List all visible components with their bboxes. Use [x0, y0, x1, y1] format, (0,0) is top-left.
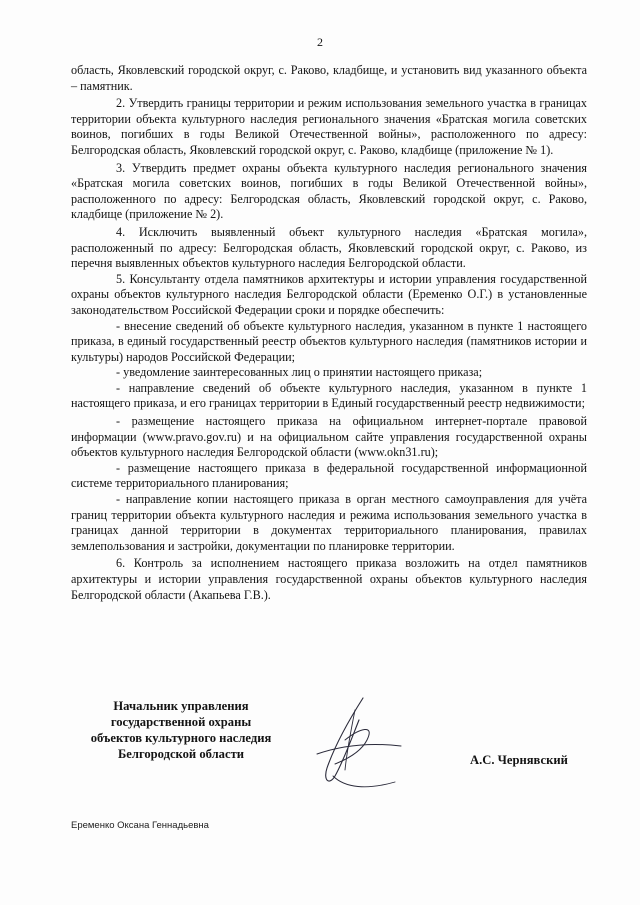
signatory-position-line: объектов культурного наследия: [90, 731, 272, 745]
signatory-position: [71, 698, 291, 762]
bullet-planning-system: - размещение настоящего приказа в федеральной государственной информационной системе территориального планирования;: [71, 460, 587, 491]
executor-name: Еременко Оксана Геннадьевна: [71, 820, 209, 831]
paragraph-continuation: область, Яковлевский городской округ, с. Раково, кладбище, и установить вид указанного объекта – памятник.: [71, 63, 587, 93]
paragraph-item-6: 6. Контроль за исполнением настоящего приказа возложить на отдел памятников архитектуры и истории управления государственной охраны объектов культурного наследия Белгородской области (Акапьева Г.В.).: [71, 556, 587, 602]
bullet-notification: - уведомление заинтересованных лиц о принятии настоящего приказа;: [116, 365, 483, 380]
paragraph-item-3: 3. Утвердить предмет охраны объекта культурного наследия регионального значения «Братская могила советских воинов, погибших в годы Великой Отечественной войны», расположенного по адресу: Белгородская область, Яковлевский городской округ, с. Раково, кладбище (приложение № 2).: [71, 160, 587, 222]
signatory-position-line: Начальник управления: [113, 699, 249, 713]
signatory-position-line: государственной охраны: [110, 715, 252, 729]
handwritten-signature: [305, 690, 415, 800]
page-number: 2: [317, 35, 323, 49]
paragraph-item-2: 2. Утвердить границы территории и режим использования земельного участка в границах территории объекта культурного наследия регионального значения «Братская могила советских воинов, погибших в годы Великой Отечественной войны», расположенного по адресу: Белгородская область, Яковлевский городской округ, с. Раково, кладбище (приложение № 1).: [71, 96, 587, 157]
bullet-local-government: - направление копии настоящего приказа в орган местного самоуправления для учёта границ территории объекта культурного наследия и режима использования земельного участка в границах данной территории в документах территориального планирования, правилах землепользования и застройки, документации по планировке территории.: [71, 492, 587, 553]
bullet-publication: - размещение настоящего приказа на официальном интернет-портале правовой информации (www.pravo.gov.ru) и на официальном сайте управления государственной охраны объектов культурного наследия Белгородской области (www.okn31.ru);: [71, 414, 587, 460]
bullet-registry-entry: - внесение сведений об объекте культурного наследия, указанном в пункте 1 настоящего приказа, в единый государственный реестр объектов культурного наследия (памятников истории и культуры) народов Российской Федерации;: [71, 318, 587, 364]
signatory-name: А.С. Чернявский: [470, 753, 568, 767]
bullet-real-estate-registry: - направление сведений об объекте культурного наследия, указанном в пункте 1 настоящего приказа, и его границах территории в Единый государственный реестр недвижимости;: [71, 380, 587, 411]
paragraph-item-5: 5. Консультанту отдела памятников архитектуры и истории управления государственной охраны объектов культурного наследия Белгородской области (Еременко О.Г.) в установленные законодательством Российской Федерации сроки и порядке обеспечить:: [71, 271, 587, 317]
order-body: [71, 63, 587, 603]
signatory-position-line: Белгородской области: [117, 747, 245, 761]
paragraph-item-4: 4. Исключить выявленный объект культурного наследия «Братская могила», расположенный по адресу: Белгородская область, Яковлевский городской округ, с. Раково, из перечня выявленных объектов культурного наследия Белгородской области.: [71, 224, 587, 271]
